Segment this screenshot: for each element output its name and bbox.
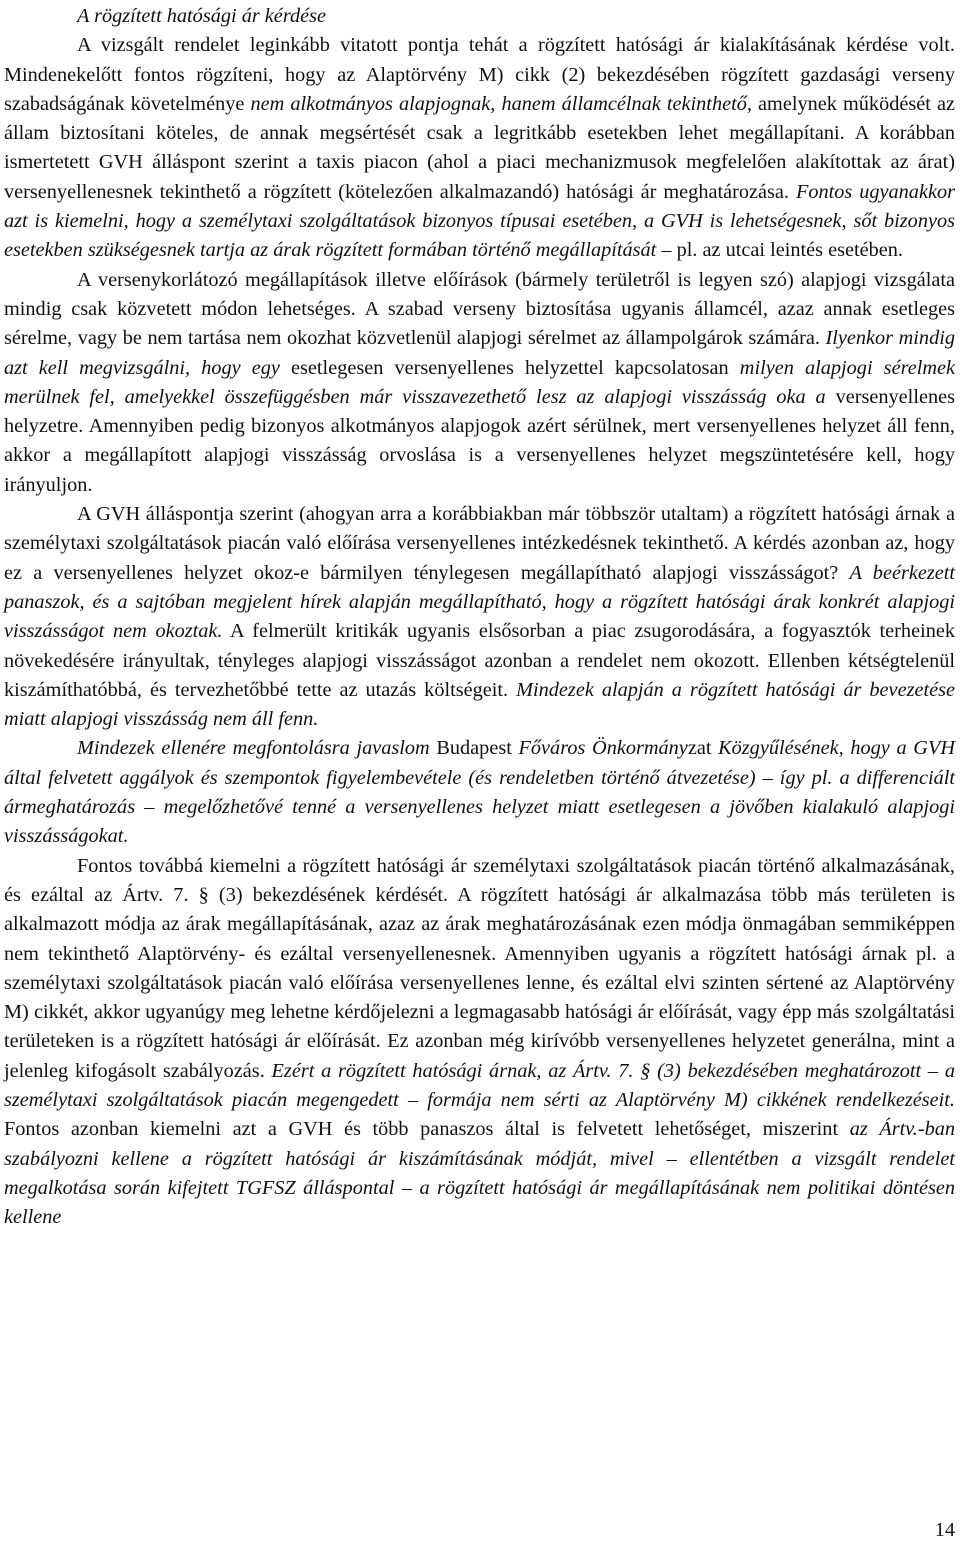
paragraph [4, 852, 955, 1233]
text-run: amelynek működését az állam biztosítani köteles, de annak megsértését csak a legritkább esetekben lehet megállapítani. A korábban ismertetett GVH álláspont szerint a taxis piacon (ahol a piaci mechanizmusok megfelelően alakítottak az árat) versenyellenesnek tekinthető a rögzített (kötelezően alkalmazandó) hatósági ár meghatározása. [4, 92, 955, 203]
italic-text: Ezért a rögzített hatósági árnak, az [271, 1059, 574, 1082]
italic-text: Fontos ugyanakkor azt is kiemelni, hogy a személytaxi szolgáltatások bizonyos típusai esetében, a GVH is lehetségesnek, sőt bizonyos esetekben szükségesnek tartja az árak rögzített formában történő megállapítását [4, 180, 955, 262]
paragraph [4, 500, 955, 734]
paragraph [4, 734, 955, 851]
italic-text: milyen alapjogi sérelmek merülnek fel, amelyekkel összefüggésben már visszavezethető lesz az alapjogi visszásság oka a [4, 356, 956, 408]
italic-text: az Ártv.-ban szabályozni kellene a rögzített hatósági ár kiszámításának módját, mivel – ellentétben a vizsgált rendelet megalkotása során kifejtett TGFSZ álláspontal – a rögzített hatósági ár megállapításának nem politikai döntésen kellene [4, 1118, 955, 1229]
section-heading: A rögzített hatósági ár kérdése [77, 5, 326, 27]
text-run: esetlegesen versenyellenes helyzettel kapcsolatosan [279, 356, 740, 379]
italic-text: nem alkotmányos alapjognak, hanem államcélnak tekinthető, [250, 92, 752, 115]
text-run: A GVH álláspontja szerint (ahogyan arra a korábbiakban már többször utaltam) a rögzített hatósági árnak a személytaxi szolgáltatások piacán való előírása versenyellenes intézkedésnek tekinthető. A kérdés azonban az, hogy ez a versenyellenes helyzet okoz-e bármilyen ténylegesen megállapítható alapjogi visszásságot? [4, 503, 955, 584]
text-run: Fontos továbbá kiemelni a rögzített hatósági ár személytaxi szolgáltatások piacán történő alkalmazásának, és ezáltal az Ártv. 7. § (3) bekezdésének kérdését. A rögzített hatósági ár alkalmazása több más területen is alkalmazott módja az árak megállapításának, azaz az árak meghatározásának ezen módja önmagában semmiképpen nem tekinthető Alaptörvény- és ezáltal versenyellenesnek. Amennyiben ugyanis a rögzített hatósági árnak pl. a személytaxi szolgáltatások piacán való előírása versenyellenes lenne, és ezáltal elvi szinten sértené az Alaptörvény M) cikkét, akkor ugyanúgy meg lehetne kérdőjelezni a legmagasabb hatósági ár előírását, vagy épp más szolgáltatási területeken is a rögzített hatósági ár előírását. Ez azonban még kirívóbb versenyellenes helyzetet generálna, mint a jelenleg kifogásolt szabályozás. [4, 854, 955, 1082]
page-number: 14 [934, 1519, 955, 1541]
text-run: Budapest [436, 737, 519, 760]
document-body [4, 31, 955, 1232]
italic-text: A beérkezett panaszok, és a sajtóban megjelent hírek alapján megállapítható, hogy a rögzített hatósági árak konkrét alapjogi visszásságot nem okoztak. [4, 561, 956, 643]
italic-text: Ilyenkor mindig azt kell megvizsgálni, hogy egy [4, 327, 955, 379]
text-run: versenyellenes helyzetre. Amennyiben pedig bizonyos alkotmányos alapjogok azért sérülnek, mert versenyellenes helyzet áll fenn, akkor a megállapított alapjogi visszásság orvoslása is a versenyellenes helyzet megszüntetésére kell, hogy irányuljon. [4, 385, 955, 496]
document-page [4, 2, 955, 1232]
text-run: Fontos azonban kiemelni azt a GVH és több panaszos által is felvetett lehetőséget, miszerint [4, 1118, 850, 1141]
text-run: A felmerült kritikák ugyanis elsősorban a piac zsugorodására, a fogyasztók terheinek növekedésére irányultak, tényleges alapjogi visszásságot azonban a rendelet nem okozott. Ellenben kétségtelenül kiszámíthatóbbá, és tervezhetőbbé tette az utazás költségeit. [4, 620, 955, 701]
italic-text: Főváros Önkormány [518, 737, 688, 760]
italic-text: Mindezek alapján a rögzített hatósági ár bevezetése miatt alapjogi visszásság nem áll fenn. [4, 678, 955, 731]
italic-text: § (3) bekezdésében meghatározott – a személytaxi szolgáltatások piacán megengedett – formája nem sérti az Alaptörvény M) cikkének rendelkezéseit. [4, 1059, 955, 1111]
text-run: A vizsgált rendelet leginkább vitatott pontja tehát a rögzített hatósági ár kialakításának kérdése volt. Mindenekelőtt fontos rögzíteni, hogy az Alaptörvény M) cikk (2) bekezdésében rögzített gazdasági verseny szabadságának követelménye [4, 34, 955, 115]
italic-text: Mindezek ellenére megfontolásra javaslom [77, 737, 437, 760]
text-run: A versenykorlátozó megállapítások illetve előírások (bármely területről is legyen szó) alapjogi vizsgálata mindig csak közvetett módon lehetséges. A szabad verseny biztosítása ugyanis államcél, azaz annak esetleges sérelme, vagy be nem tartása nem okozhat közvetlenül alapjogi sérelmet az állampolgárok számára. [4, 268, 955, 350]
italic-text: Közgyűlésének, hogy a GVH által felvetett aggályok és szempontok figyelembevétele (és rendeletben történő átvezetése) – így pl. a differenciált ármeghatározás – megelőzhetővé tenné a versenyellenes helyzet miatt esetlegesen a jövőben kialakuló alapjogi visszásságokat. [4, 737, 955, 848]
text-run: – pl. az utcai leintés esetében. [656, 239, 903, 262]
paragraph [4, 266, 955, 500]
italic-text: Ártv. 7. [573, 1059, 641, 1082]
paragraph [4, 31, 955, 265]
text-run: zat [687, 737, 719, 760]
